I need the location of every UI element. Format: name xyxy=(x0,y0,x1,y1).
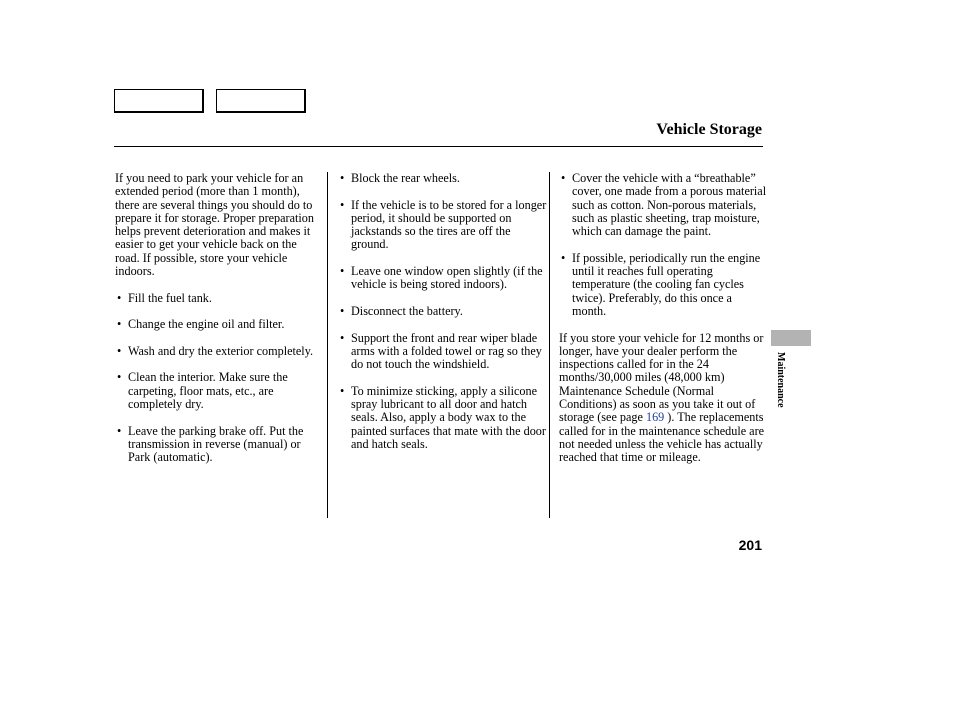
page-reference-link[interactable]: 169 xyxy=(645,410,665,425)
text-column-3 xyxy=(559,172,769,478)
list-item: • If possible, periodically run the engine until it reaches full operating temperature (the cooling fan cycles twice). Preferably, do this once a month. xyxy=(559,252,769,318)
page-number: 201 xyxy=(738,537,762,553)
list-item: • Disconnect the battery. xyxy=(338,305,548,318)
list-item: • If the vehicle is to be stored for a longer period, it should be supported on jackstands so the tires are off the ground. xyxy=(338,199,548,252)
next-page-button[interactable] xyxy=(216,89,306,113)
list-item: • Cover the vehicle with a “breathable” cover, one made from a porous material such as cotton. Non-porous materials, such as plastic sheeting, trap moisture, which can damage the paint. xyxy=(559,172,769,238)
text-column-2 xyxy=(338,172,548,465)
column-divider xyxy=(327,172,328,518)
text-column-1 xyxy=(115,172,320,478)
section-label: Maintenance xyxy=(775,352,786,408)
list-item: • Block the rear wheels. xyxy=(338,172,548,185)
page-title: Vehicle Storage xyxy=(656,121,762,138)
list-item: • Support the front and rear wiper blade arms with a folded towel or rag so they do not touch the windshield. xyxy=(338,332,548,372)
paragraph-text: If you store your vehicle for 12 months or longer, have your dealer perform the inspections called for in the 24 months/30,000 miles (48,000 km) Maintenance Schedule (Normal Conditions) as soon as you take it out of storage (see page xyxy=(559,330,764,425)
storage-inspection-paragraph xyxy=(559,332,769,465)
previous-page-button[interactable] xyxy=(114,89,204,113)
list-item: • Wash and dry the exterior completely. xyxy=(115,345,320,358)
intro-paragraph: If you need to park your vehicle for an extended period (more than 1 month), there are several things you should do to prepare it for storage. Proper preparation helps prevent deterioration and makes it easier to get your vehicle back on the road. If possible, store your vehicle indoors. xyxy=(115,171,314,279)
list-item: • Clean the interior. Make sure the carpeting, floor mats, etc., are completely dry. xyxy=(115,371,320,411)
list-item: • Change the engine oil and filter. xyxy=(115,318,320,331)
list-item: • Leave the parking brake off. Put the transmission in reverse (manual) or Park (automatic). xyxy=(115,425,320,465)
column-divider xyxy=(549,172,550,518)
section-tab xyxy=(771,330,811,346)
list-item: • Leave one window open slightly (if the vehicle is being stored indoors). xyxy=(338,265,548,292)
list-item: • To minimize sticking, apply a silicone spray lubricant to all door and hatch seals. Also, apply a body wax to the painted surfaces that mate with the door and hatch seals. xyxy=(338,385,548,451)
list-item: • Fill the fuel tank. xyxy=(115,292,320,305)
title-divider xyxy=(114,146,763,147)
paragraph-text: ). The replacements called for in the maintenance schedule are not needed unless the vehicle has actually reached that time or mileage. xyxy=(559,410,765,465)
